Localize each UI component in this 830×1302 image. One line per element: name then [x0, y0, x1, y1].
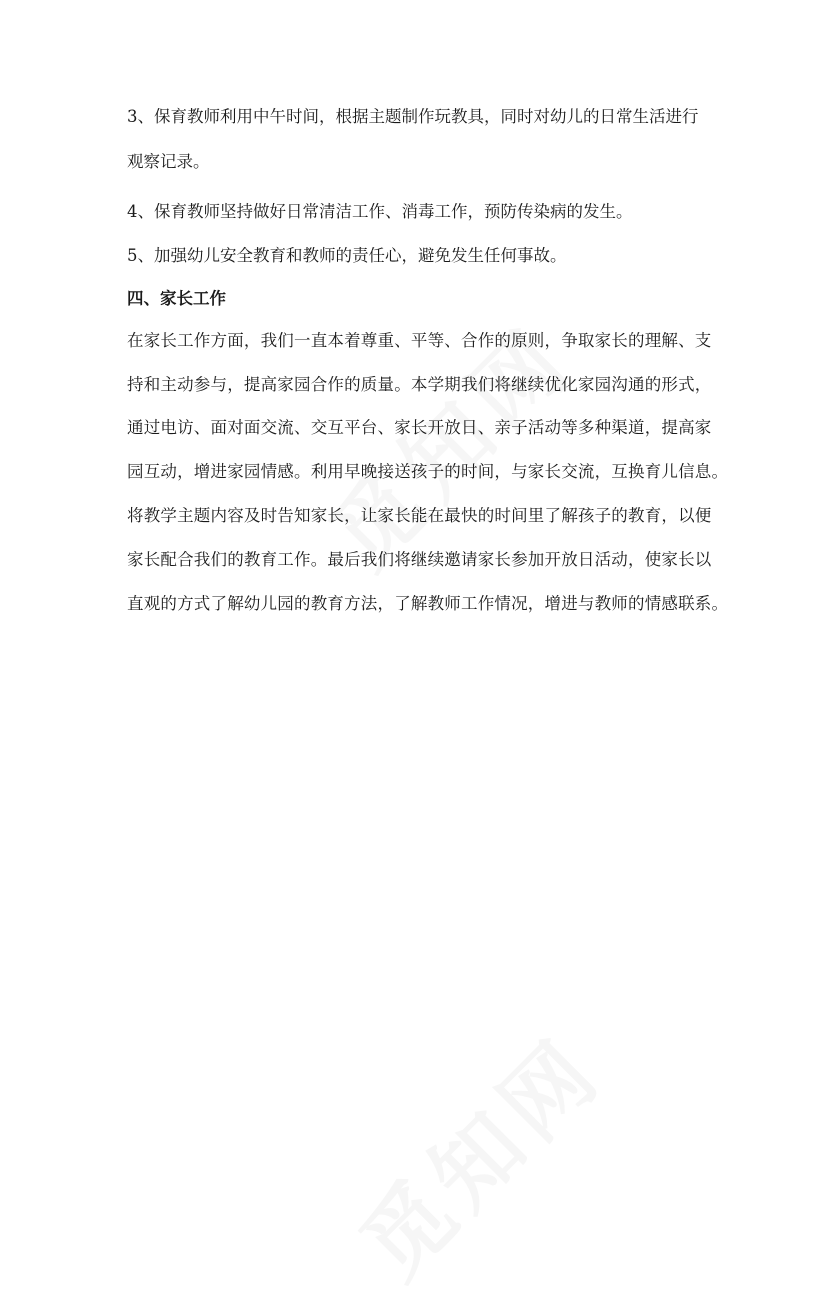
paragraph-line: 家长配合我们的教育工作。最后我们将继续邀请家长参加开放日活动，使家长以 — [127, 550, 712, 569]
paragraph-line: 持和主动参与，提高家园合作的质量。本学期我们将继续优化家园沟通的形式， — [127, 375, 712, 394]
list-item-3-line-2: 观察记录。 — [127, 152, 210, 171]
section-heading: 四、家长工作 — [127, 289, 226, 308]
paragraph-line: 将教学主题内容及时告知家长，让家长能在最快的时间里了解孩子的教育，以便 — [127, 506, 712, 525]
list-item-3-line-1: 3、保育教师利用中午时间，根据主题制作玩教具，同时对幼儿的日常生活进行 — [127, 107, 699, 126]
paragraph-line: 通过电访、面对面交流、交互平台、家长开放日、亲子活动等多种渠道，提高家 — [127, 418, 712, 437]
paragraph-line: 在家长工作方面，我们一直本着尊重、平等、合作的原则，争取家长的理解、支 — [127, 331, 712, 350]
list-item-5: 5、加强幼儿安全教育和教师的责任心，避免发生任何事故。 — [127, 246, 567, 265]
paragraph-line: 园互动，增进家园情感。利用早晚接送孩子的时间，与家长交流，互换育儿信息。 — [127, 462, 729, 481]
paragraph-line: 直观的方式了解幼儿园的教育方法，了解教师工作情况，增进与教师的情感联系。 — [127, 594, 729, 613]
list-item-4: 4、保育教师坚持做好日常清洁工作、消毒工作，预防传染病的发生。 — [127, 202, 633, 221]
watermark — [329, 1005, 626, 1302]
